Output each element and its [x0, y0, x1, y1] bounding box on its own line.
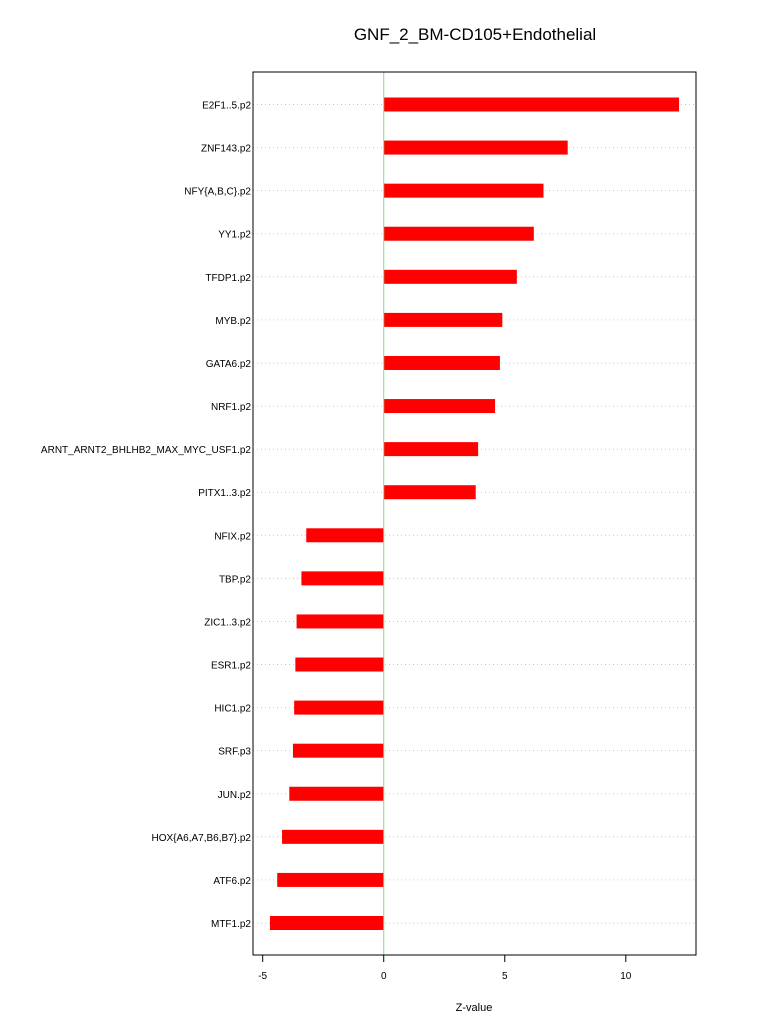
category-label: ARNT_ARNT2_BHLHB2_MAX_MYC_USF1.p2 — [40, 445, 251, 457]
bar-layer — [270, 98, 679, 931]
x-tick-label: 10 — [620, 971, 632, 982]
bar — [384, 184, 544, 198]
x-axis — [258, 955, 632, 982]
category-label: NRF1.p2 — [210, 402, 251, 414]
bar — [270, 916, 384, 930]
category-label: ZNF143.p2 — [200, 143, 251, 155]
category-label: HIC1.p2 — [214, 703, 251, 715]
category-label: NFIX.p2 — [214, 531, 251, 543]
category-label: E2F1..5.p2 — [202, 100, 251, 112]
x-axis-label: Z-value — [455, 1002, 493, 1014]
bar — [301, 571, 383, 585]
plot-frame — [253, 72, 696, 955]
category-label: MYB.p2 — [215, 315, 251, 327]
bar — [384, 485, 476, 499]
bar — [297, 614, 384, 628]
category-label: ATF6.p2 — [213, 875, 251, 887]
bar — [384, 356, 500, 370]
category-label: ZIC1..3.p2 — [204, 617, 251, 629]
bar — [384, 227, 534, 241]
category-label: NFY{A,B,C}.p2 — [184, 186, 251, 198]
category-label: TBP.p2 — [218, 574, 251, 586]
category-label: GATA6.p2 — [205, 358, 251, 370]
bar — [384, 399, 495, 413]
bar — [282, 830, 384, 844]
x-tick-label: 5 — [501, 971, 508, 982]
category-label: ESR1.p2 — [210, 660, 251, 672]
bar — [306, 528, 383, 542]
category-label-layer — [41, 101, 252, 931]
bar — [277, 873, 384, 887]
x-tick-label: -5 — [258, 971, 268, 982]
category-label: JUN.p2 — [217, 789, 251, 801]
bar — [384, 442, 478, 456]
bar — [384, 270, 517, 284]
bar — [384, 98, 679, 112]
bar — [295, 658, 383, 672]
bar — [289, 787, 383, 801]
chart-title: GNF_2_BM-CD105+Endothelial — [353, 25, 597, 44]
category-label: HOX{A6,A7,B6,B7}.p2 — [151, 832, 251, 844]
x-tick-label: 0 — [380, 971, 387, 982]
category-label: MTF1.p2 — [210, 919, 251, 930]
bar — [294, 701, 384, 715]
bar — [384, 313, 503, 327]
category-label: PITX1..3.p2 — [198, 488, 251, 500]
category-label: YY1.p2 — [218, 229, 251, 241]
bar — [293, 744, 384, 758]
bar — [384, 141, 568, 155]
category-label: SRF.p3 — [218, 746, 251, 758]
category-label: TFDP1.p2 — [205, 272, 251, 284]
